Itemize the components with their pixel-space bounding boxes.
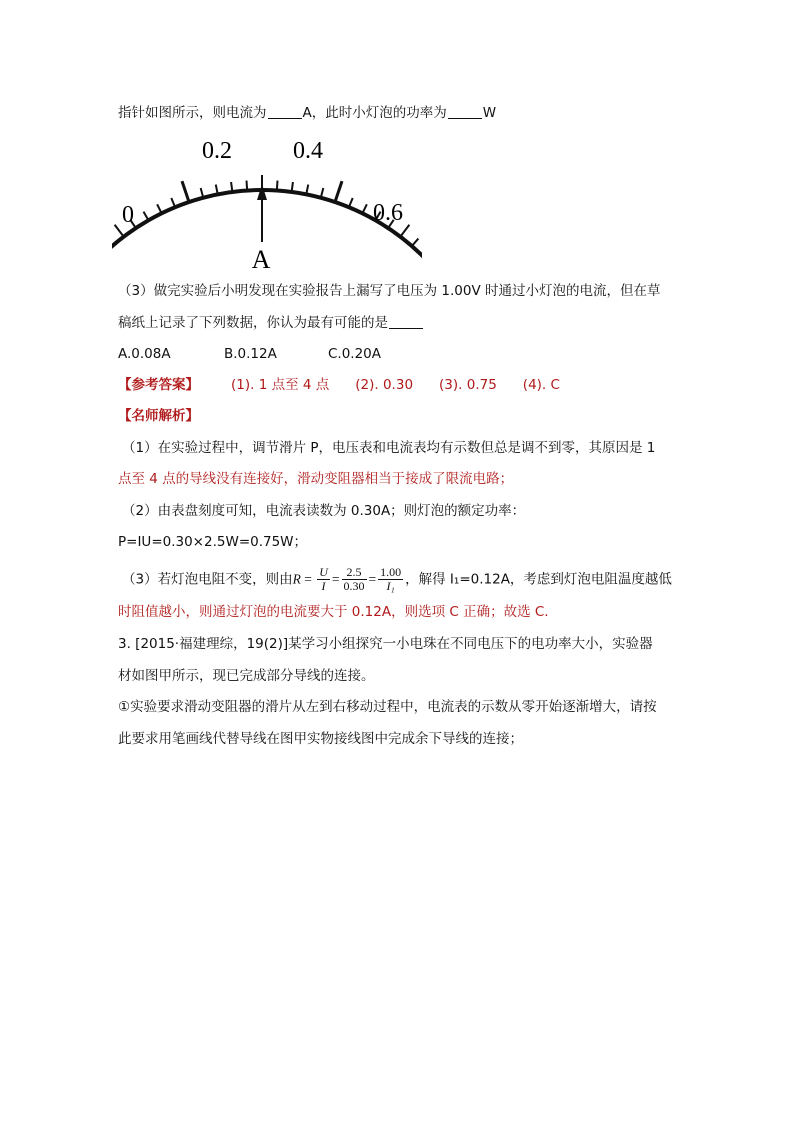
- analysis-p2-line1-text: （2）由表盘刻度可知，电流表读数为 0.30A；则灯泡的额定功率：: [122, 503, 526, 519]
- q3-line-2-text: 稿纸上记录了下列数据，你认为最有可能的是: [118, 315, 388, 331]
- frac1-num: U: [319, 565, 328, 579]
- current-answer-blank: [268, 104, 302, 119]
- analysis-p1-line1: [122, 438, 655, 458]
- scale-label-0-4: 0.4: [293, 138, 323, 164]
- power-answer-blank: [448, 104, 482, 119]
- dial-tick: [277, 181, 278, 191]
- scale-label-0-6: 0.6: [373, 200, 403, 226]
- scale-label-0: 0: [122, 202, 134, 228]
- analysis-p2-line2: [118, 532, 307, 552]
- question3-line2: 材如图甲所示，现已完成部分导线的连接。: [118, 668, 375, 684]
- formula-lhs: R: [292, 571, 301, 587]
- analysis-p2-line1: [122, 501, 525, 521]
- analysis-p3-line1: （3）若灯泡电阻不变，则由R = $\frac{U}{I}$ = $\frac{2.5}{0.30}$ = $\frac{1.00}{\text{I₁}}$ ，解得 I₁=0.12A，考虑到灯泡电阻温度越低: [122, 565, 672, 593]
- analysis-p3-pre-text: （3）若灯泡电阻不变，则由: [122, 571, 293, 588]
- dial-tick: [157, 204, 161, 213]
- answer-item-4: (4). C: [522, 377, 560, 393]
- analysis-p1-line1-text: （1）在实验过程中，调节滑片 P，电压表和电流表均有示数但总是调不到零，其原因是 1: [122, 440, 656, 456]
- frac3-num: 1.00: [380, 565, 402, 579]
- dial-tick: [335, 181, 342, 202]
- frac3-den: I₁: [386, 579, 395, 593]
- frac1-den: I: [321, 579, 326, 593]
- dial-tick: [182, 181, 189, 202]
- q2-text-part2: A，此时小灯泡的功率为: [302, 105, 447, 121]
- q2-text-part1: 指针如图所示，则电流为: [118, 105, 267, 121]
- option-a: A.0.08A: [118, 346, 171, 362]
- dial-tick: [247, 181, 248, 191]
- reference-answer-row: [118, 375, 560, 395]
- q2-question-line: [118, 103, 496, 123]
- analysis-p3-line2: [118, 602, 549, 622]
- ammeter-dial-figure: [112, 128, 422, 276]
- formula-frac-2: [342, 566, 367, 593]
- formula-frac-3: [378, 566, 403, 593]
- option-c: C.0.20A: [328, 346, 382, 362]
- q3-line-1: （3）做完实验后小明发现在实验报告上漏写了电压为 1.00V 时通过小灯泡的电流，但在草: [118, 283, 661, 299]
- analysis-label-text: 【名师解析】: [118, 408, 199, 424]
- dial-tick: [231, 182, 232, 192]
- dial-tick: [292, 182, 293, 192]
- analysis-p3-post-text: ，解得 I₁=0.12A，考虑到灯泡电阻温度越低: [405, 571, 672, 588]
- reference-answer-label: 【参考答案】: [118, 377, 199, 393]
- dial-tick: [412, 239, 419, 247]
- analysis-p1-line2: [118, 469, 513, 489]
- question3-line3: ①实验要求滑动变阻器的滑片从左到右移动过程中，电流表的示数从零开始逐渐增大，请按: [118, 699, 657, 715]
- formula-frac-1: [317, 566, 330, 593]
- q3-line-2: [118, 313, 424, 333]
- answer-item-3: (3). 0.75: [439, 377, 497, 393]
- answer-item-1: (1). 1 点至 4 点: [231, 377, 330, 393]
- frac2-num: 2.5: [342, 566, 367, 580]
- q3-answer-blank: [389, 314, 423, 329]
- analysis-p3-line2-text: 时阻值越小，则通过灯泡的电流要大于 0.12A，则选项 C 正确；故选 C.: [118, 604, 549, 620]
- q3-options: [118, 344, 381, 364]
- dial-tick: [362, 204, 366, 213]
- scale-label-0-2: 0.2: [202, 138, 232, 164]
- frac2-den: 0.30: [343, 579, 365, 593]
- question3-line4: 此要求用笔画线代替导线在图甲实物接线图中完成余下导线的连接；: [118, 731, 523, 747]
- q2-text-part3: W: [482, 105, 497, 121]
- dial-tick: [143, 212, 148, 221]
- option-b: B.0.12A: [224, 346, 277, 362]
- analysis-p1-line2-text: 点至 4 点的导线没有连接好，滑动变阻器相当于接成了限流电路；: [118, 471, 514, 487]
- answer-item-2: (2). 0.30: [355, 377, 414, 393]
- analysis-p2-line2-text: P=IU=0.30×2.5W=0.75W；: [118, 534, 308, 550]
- analysis-label: [118, 406, 199, 426]
- question3-line1: 3. [2015·福建理综，19(2)]某学习小组探究一小电珠在不同电压下的电功率大小，实验器: [118, 636, 653, 652]
- meter-unit-label: A: [251, 245, 271, 274]
- dial-pointer-arrow: [257, 184, 267, 242]
- dial-tick: [400, 225, 409, 237]
